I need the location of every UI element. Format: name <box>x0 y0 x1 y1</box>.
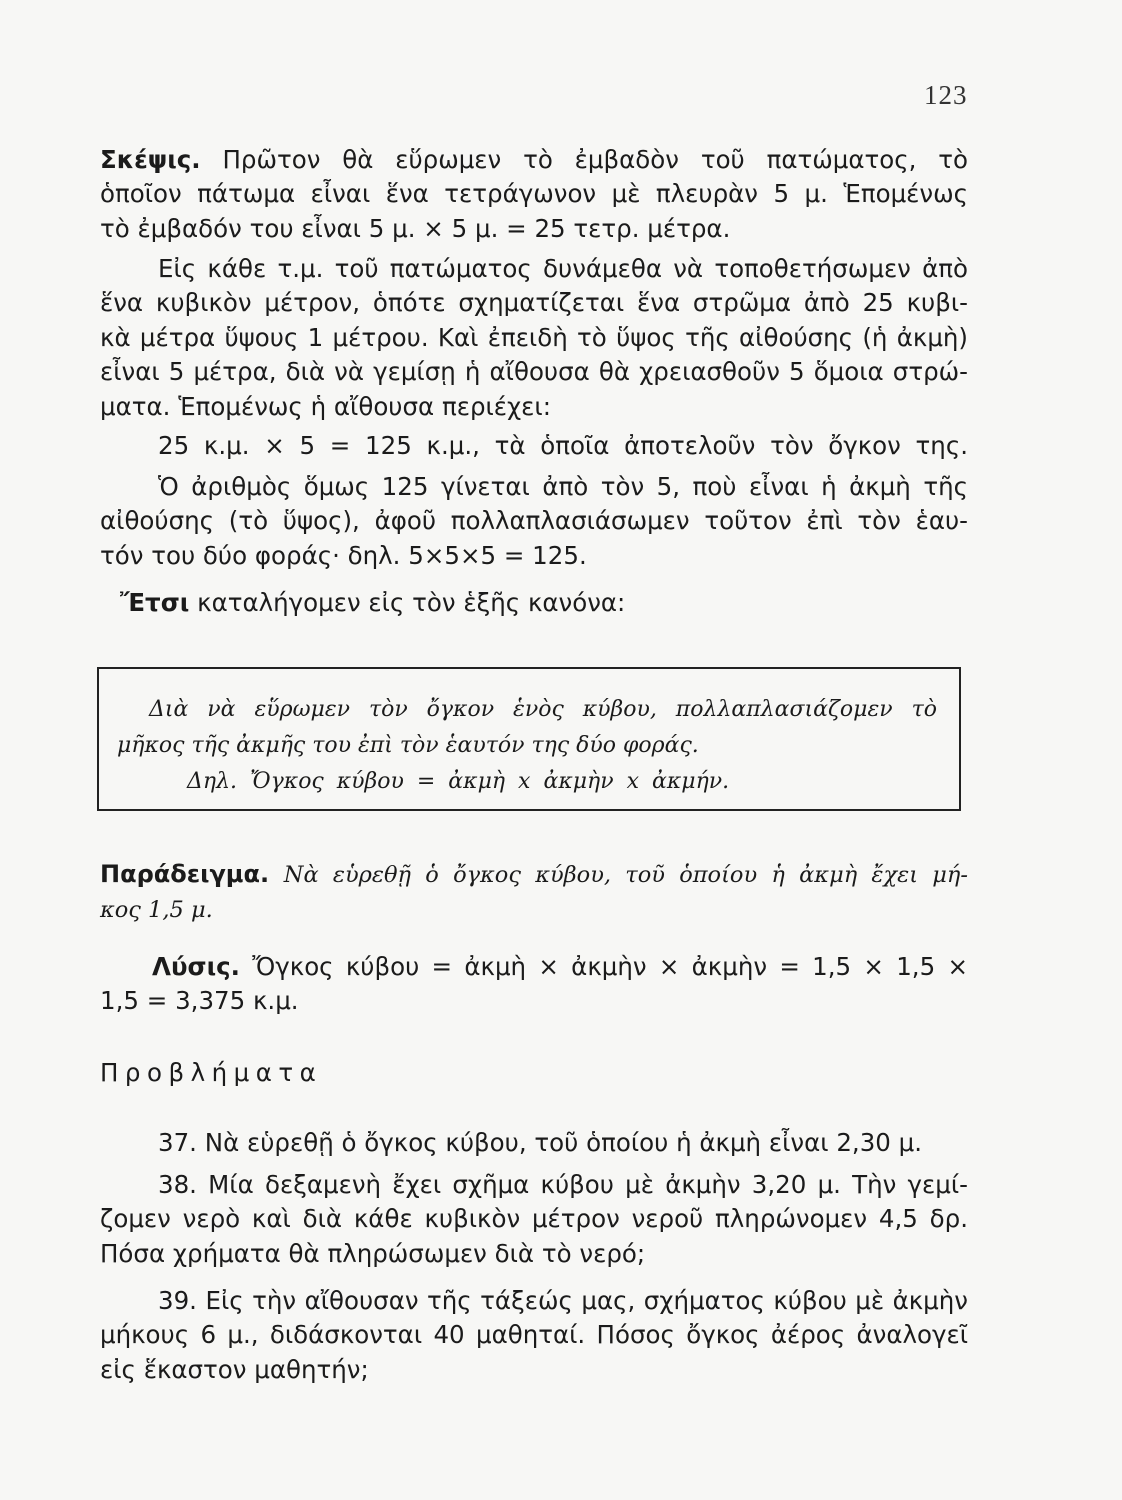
solution-line-2: 1,5 = 3,375 κ.μ. <box>100 986 299 1016</box>
problems-heading: Προβλήματα <box>100 1058 323 1087</box>
problem-38-line-1: 38. Μία δεξαμενὴ ἔχει σχῆμα κύβου μὲ ἀκμὴν 3,20 μ. Τὴν γεμί- <box>158 1170 968 1199</box>
cubes-line-5: ματα. Ἑπομένως ἡ αἴθουσα περιέχει: <box>100 391 551 421</box>
solution-label: Λύσις. <box>152 952 240 981</box>
example-line-2: κος 1,5 μ. <box>100 897 213 923</box>
cubes-paragraph <box>100 252 968 424</box>
rule-line-2: μῆκος τῆς ἀκμῆς του ἐπὶ τὸν ἑαυτόν της δύο φοράς. <box>117 733 699 758</box>
rule-text <box>117 692 937 800</box>
conclusion-paragraph <box>100 586 968 620</box>
thought-line-3: τὸ ἐμβαδόν του εἶναι 5 μ. × 5 μ. = 25 τετρ. μέτρα. <box>100 213 731 243</box>
reasoning-line-3: τόν του δύο φοράς· δηλ. 5×5×5 = 125. <box>100 540 587 570</box>
cubes-line-2: ἕνα κυβικὸν μέτρον, ὁπότε σχηματίζεται ἕνα στρῶμα ἀπὸ 25 κυβι- <box>100 288 968 318</box>
rule-line-1: Διὰ νὰ εὕρωμεν τὸν ὄγκον ἑνὸς κύβου, πολλαπλασιάζομεν τὸ <box>149 697 937 722</box>
conclusion-text: καταλήγομεν εἰς τὸν ἑξῆς κανόνα: <box>197 588 626 617</box>
cubes-line-3: κὰ μέτρα ὕψους 1 μέτρου. Καὶ ἐπειδὴ τὸ ὕψος τῆς αἰθούσης (ἡ ἀκμὴ) <box>100 322 968 352</box>
example-label: Παράδειγμα. <box>100 860 270 888</box>
calculation-paragraph <box>100 429 968 463</box>
rule-line-3: Δηλ. Ὄγκος κύβου = ἀκμὴ x ἀκμὴν x ἀκμήν. <box>187 769 730 794</box>
problem-39-line-2: μήκους 6 μ., διδάσκονται 40 μαθηταί. Πόσος ὄγκος ἀέρος ἀναλογεῖ <box>100 1320 968 1350</box>
problem-39 <box>100 1284 968 1387</box>
solution-paragraph <box>100 950 968 1019</box>
problem-39-line-3: εἰς ἕκαστον μαθητήν; <box>100 1354 369 1384</box>
reasoning-paragraph <box>100 470 968 573</box>
problem-38-line-3: Πόσα χρήματα θὰ πληρώσωμεν διὰ τὸ νερό; <box>100 1238 646 1268</box>
cubes-line-1: Εἰς κάθε τ.μ. τοῦ πατώματος δυνάμεθα νὰ τοποθετήσωμεν ἀπὸ <box>158 254 968 283</box>
example-paragraph <box>100 857 968 927</box>
problem-39-line-1: 39. Εἰς τὴν αἴθουσαν τῆς τάξεώς μας, σχήματος κύβου μὲ ἀκμὴν <box>158 1286 968 1315</box>
problem-38-line-2: ζομεν νερὸ καὶ διὰ κάθε κυβικὸν μέτρον νεροῦ πληρώνομεν 4,5 δρ. <box>100 1204 968 1234</box>
reasoning-line-1: Ὁ ἀριθμὸς ὅμως 125 γίνεται ἀπὸ τὸν 5, ποὺ εἶναι ἡ ἀκμὴ τῆς <box>158 472 968 501</box>
thought-paragraph <box>100 143 968 246</box>
conclusion-label: Ἔτσι <box>120 588 190 617</box>
cubes-line-4: εἶναι 5 μέτρα, διὰ νὰ γεμίσῃ ἡ αἴθουσα θὰ χρειασθοῦν 5 ὅμοια στρώ- <box>100 357 968 387</box>
thought-label: Σκέψις. <box>100 145 201 174</box>
page-number: 123 <box>924 80 968 110</box>
example-line-1: Νὰ εὑρεθῇ ὁ ὄγκος κύβου, τοῦ ὁποίου ἡ ἀκμὴ ἔχει μή- <box>283 862 968 888</box>
problem-37 <box>100 1126 968 1160</box>
calculation-line: 25 κ.μ. × 5 = 125 κ.μ., τὰ ὁποῖα ἀποτελοῦν τὸν ὄγκον της. <box>158 431 968 460</box>
thought-line-2: ὁποῖον πάτωμα εἶναι ἕνα τετράγωνον μὲ πλευρὰν 5 μ. Ἑπομένως <box>100 179 968 209</box>
thought-line-1: Πρῶτον θὰ εὕρωμεν τὸ ἐμβαδὸν τοῦ πατώματος, τὸ <box>222 145 968 174</box>
problem-38 <box>100 1168 968 1271</box>
reasoning-line-2: αἰθούσης (τὸ ὕψος), ἀφοῦ πολλαπλασιάσωμεν τοῦτον ἐπὶ τὸν ἑαυ- <box>100 506 968 536</box>
problem-37-line-1: 37. Νὰ εὑρεθῇ ὁ ὄγκος κύβου, τοῦ ὁποίου ἡ ἀκμὴ εἶναι 2,30 μ. <box>158 1128 923 1157</box>
solution-line-1: Ὄγκος κύβου = ἀκμὴ × ἀκμὴν × ἀκμὴν = 1,5 × 1,5 × <box>252 952 968 981</box>
